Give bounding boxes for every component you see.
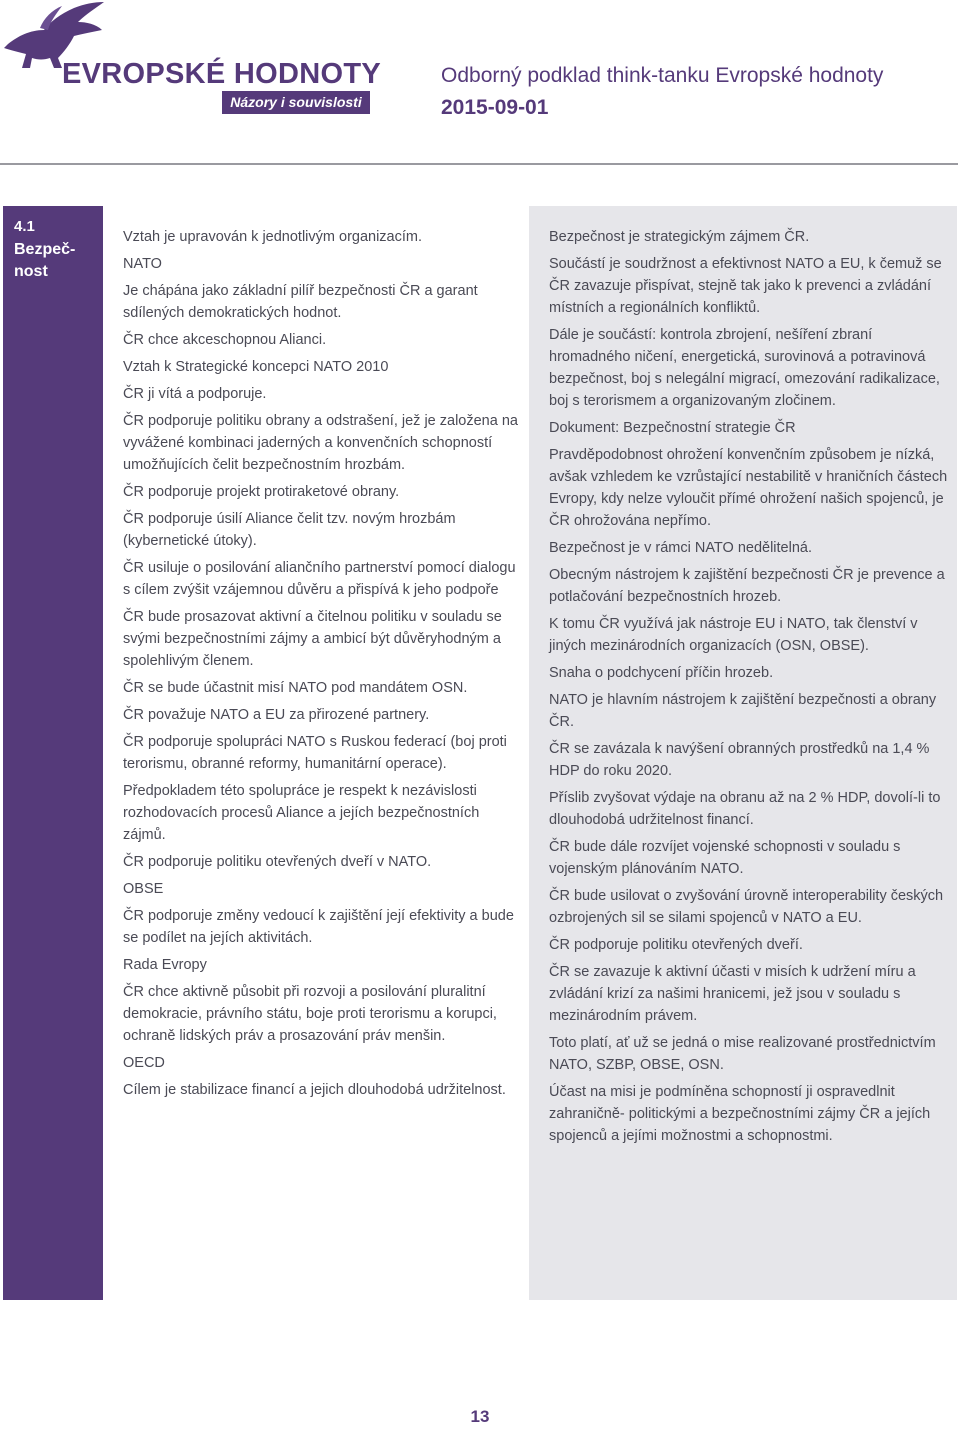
paragraph: ČR podporuje změny vedoucí k zajištění její efektivity a bude se podílet na jejích aktivitách. (123, 908, 514, 946)
paragraph: ČR podporuje projekt protiraketové obrany. (123, 484, 400, 500)
document-subtitle: Odborný podklad think-tanku Evropské hodnoty (441, 64, 884, 87)
paragraph: Příslib zvyšovat výdaje na obranu až na 2 % HDP, dovolí-li to dlouhodobá udržitelnost financí. (549, 790, 941, 828)
section-title-line1: Bezpeč- (14, 241, 76, 258)
logo-title: EVROPSKÉ HODNOTY (62, 58, 382, 90)
paragraph: ČR ji vítá a podporuje. (123, 386, 267, 402)
paragraph: ČR bude dále rozvíjet vojenské schopnosti v souladu s vojenským plánováním NATO. (549, 839, 901, 877)
paragraph: ČR se zavazuje k aktivní účasti v misích k udržení míru a zvládání krizí za našimi hranicemi, jež jsou v souladu s mezinárodním právem. (549, 964, 916, 1024)
paragraph: ČR podporuje politiku otevřených dveří. (549, 937, 803, 953)
section-title (14, 239, 75, 283)
paragraph: Bezpečnost je v rámci NATO nedělitelná. (549, 540, 813, 556)
paragraph: Rada Evropy (123, 957, 207, 973)
left-column (103, 206, 523, 1300)
paragraph: Cílem je stabilizace financí a jejich dlouhodobá udržitelnost. (123, 1082, 506, 1098)
header-divider (0, 163, 958, 165)
section-tab (3, 206, 103, 1300)
paragraph: Bezpečnost je strategickým zájmem ČR. (549, 229, 810, 245)
paragraph: ČR podporuje politiku obrany a odstrašení, jež je založena na vyvážené kombinaci jaderných a konvenčních schopností umožňujících čelit bezpečnostním hrozbám. (123, 413, 518, 473)
paragraph: ČR se bude účastnit misí NATO pod mandátem OSN. (123, 680, 468, 696)
left-column-text (123, 226, 518, 1106)
section-number: 4.1 (14, 218, 35, 235)
paragraph: NATO je hlavním nástrojem k zajištění bezpečnosti a obrany ČR. (549, 692, 937, 730)
paragraph: K tomu ČR využívá jak nástroje EU i NATO, tak členství v jiných mezinárodních organizacích (OSN, OBSE). (549, 616, 918, 654)
logo-tagline: Názory i souvislosti (222, 91, 370, 114)
paragraph: Součástí je soudržnost a efektivnost NATO a EU, k čemuž se ČR zavazuje přispívat, stejně tak jako k prevenci a zvládání místních a regionálních konfliktů. (549, 256, 942, 316)
page-header (0, 0, 960, 170)
paragraph: Předpokladem této spolupráce je respekt k nezávislosti rozhodovacích procesů Aliance a jejích bezpečnostních zájmů. (123, 783, 480, 843)
paragraph: ČR bude usilovat o zvyšování úrovně interoperability českých ozbrojených sil se silami spojenců v NATO a EU. (549, 888, 944, 926)
right-column-text (549, 226, 949, 1152)
paragraph: Dále je součástí: kontrola zbrojení, nešíření zbraní hromadného ničení, energetická, surovinová a potravinová bezpečnost, boj s nelegální migrací, omezování radikalizace, boj s terorismem a organizovaným zločinem. (549, 327, 940, 409)
paragraph: ČR podporuje úsilí Aliance čelit tzv. novým hrozbám (kybernetické útoky). (123, 511, 456, 549)
paragraph: ČR usiluje o posilování aliančního partnerství pomocí dialogu s cílem zvýšit vzájemnou důvěru a přispívá k jeho podpoře (123, 560, 516, 598)
page-number: 13 (470, 1407, 490, 1426)
paragraph: ČR chce akceschopnou Alianci. (123, 332, 327, 348)
paragraph: ČR podporuje spolupráci NATO s Ruskou federací (boj proti terorismu, obranné reformy, humanitární operace). (123, 734, 507, 772)
paragraph: ČR považuje NATO a EU za přirozené partnery. (123, 707, 430, 723)
paragraph: Je chápána jako základní pilíř bezpečnosti ČR a garant sdílených demokratických hodnot. (123, 283, 478, 321)
paragraph: ČR bude prosazovat aktivní a čitelnou politiku v souladu se svými bezpečnostními zájmy a ambicí být důvěryhodným a spolehlivým členem. (123, 609, 502, 669)
document-date: 2015-09-01 (441, 96, 549, 119)
paragraph: Vztah k Strategické koncepci NATO 2010 (123, 359, 389, 375)
paragraph: Účast na misi je podmíněna schopností ji ospravedlnit zahraničně- politickými a bezpečnostními zájmy ČR a jejích spojenců a jejími možnostmi a schopnostmi. (549, 1084, 931, 1144)
paragraph: ČR se zavázala k navýšení obranných prostředků na 1,4 % HDP do roku 2020. (549, 741, 930, 779)
section-title-line2: nost (14, 263, 48, 280)
paragraph: Toto platí, ať už se jedná o mise realizované prostřednictvím NATO, SZBP, OBSE, OSN. (549, 1035, 936, 1073)
paragraph: Vztah je upravován k jednotlivým organizacím. (123, 229, 423, 245)
paragraph: OECD (123, 1055, 165, 1071)
right-column (529, 206, 957, 1300)
paragraph: Pravděpodobnost ohrožení konvenčním způsobem je nízká, avšak vzhledem ke vzrůstající nestabilitě v hraničních částech Evropy, kdy nelze vyloučit přímé ohrožení našich spojenců, je ČR ohrožována nepřímo. (549, 447, 948, 529)
paragraph: Obecným nástrojem k zajištění bezpečnosti ČR je prevence a potlačování bezpečnostních hrozeb. (549, 567, 945, 605)
paragraph: OBSE (123, 881, 164, 897)
paragraph: ČR chce aktivně působit při rozvoji a posilování pluralitní demokracie, právního státu, boje proti terorismu a korupci, ochraně lidských práv a prosazování práv menšin. (123, 984, 497, 1044)
paragraph: NATO (123, 256, 162, 272)
paragraph: Snaha o podchycení příčin hrozeb. (549, 665, 774, 681)
paragraph: Dokument: Bezpečnostní strategie ČR (549, 420, 796, 436)
paragraph: ČR podporuje politiku otevřených dveří v NATO. (123, 854, 432, 870)
